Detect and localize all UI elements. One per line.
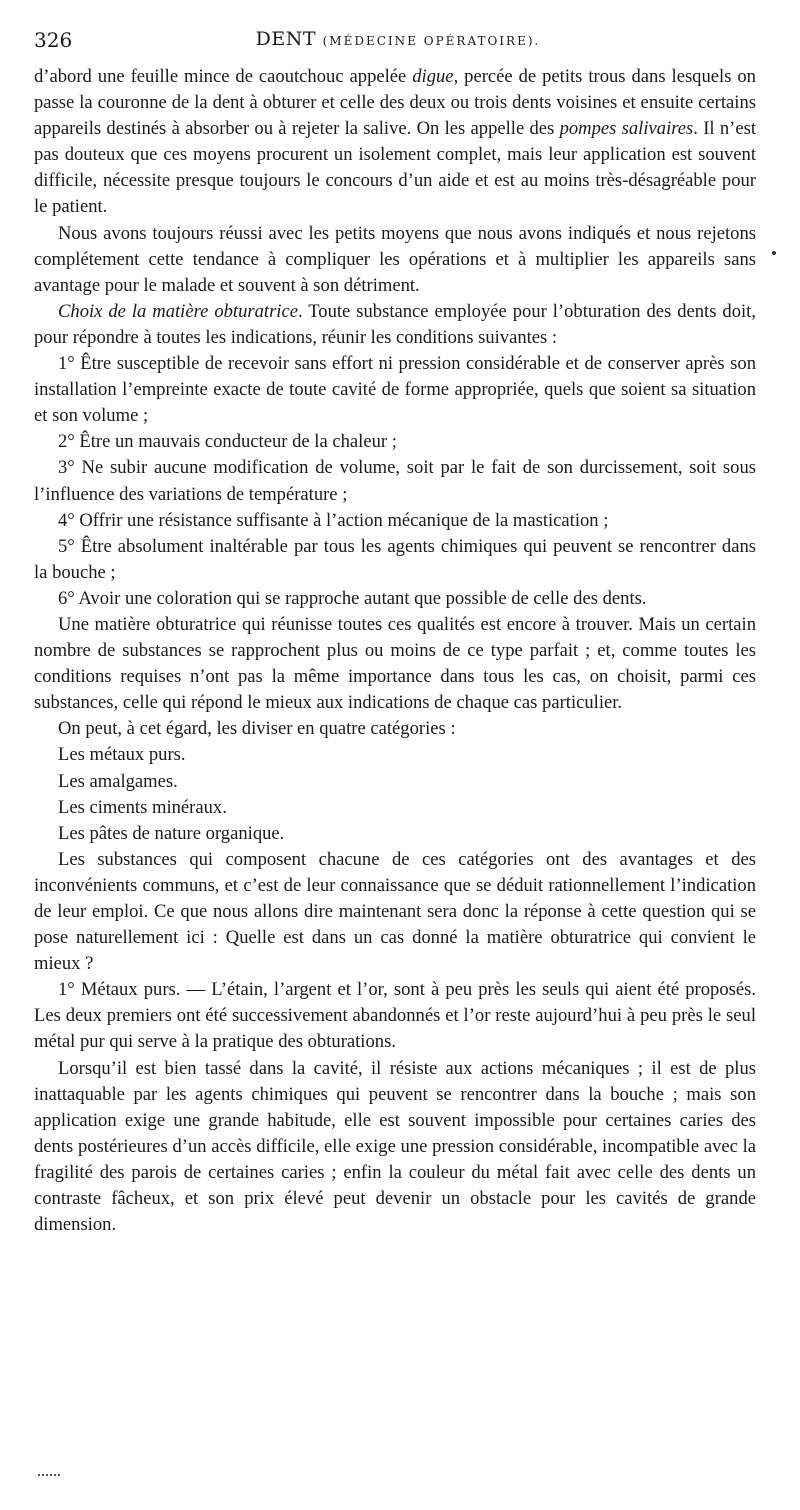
paragraph: On peut, à cet égard, les diviser en quatre catégories : <box>58 718 456 740</box>
running-header <box>34 28 762 58</box>
list-item: 6° Avoir une coloration qui se rapproche autant que possible de celle des dents. <box>58 587 647 609</box>
list-item: 5° Être absolument inaltérable par tous les agents chimiques qui peuvent se rencontrer dans la bouche ; <box>34 535 756 583</box>
margin-dot <box>772 251 776 255</box>
paragraph: Lorsqu’il est bien tassé dans la cavité, il résiste aux actions mécaniques ; il est de plus inattaquable par les agents chimiques qui peuvent se rencontrer dans la bouche ; mais son application exige une grande habitude, elle est souvent impossible pour certaines caries des dents postérieures d’un accès difficile, elle exige une pression considérable, incompatible avec la fragilité des parois de certaines caries ; enfin la couleur du métal fait avec celle des dents un contraste fâcheux, et son prix élevé peut devenir un obstacle pour les cavités de grande dimension. <box>34 1057 756 1236</box>
paragraph: Choix de la matière obturatrice. Toute substance employée pour l’obturation des dents doit, pour répondre à toutes les indications, réunir les conditions suivantes : <box>34 300 756 348</box>
paragraph: Les substances qui composent chacune de ces catégories ont des avantages et des inconvénients communs, et c’est de leur connaissance que se déduit rationnellement l’indication de leur emploi. Ce que nous allons dire maintenant sera donc la réponse à cette question qui se pose naturellement ici : Quelle est dans un cas donné la matière obturatrice qui convient le mieux ? <box>34 848 756 975</box>
page-number: 326 <box>34 28 73 52</box>
footer-dots <box>38 1474 60 1478</box>
category-item: Les métaux purs. <box>58 744 186 766</box>
list-item: 2° Être un mauvais conducteur de la chaleur ; <box>58 431 397 453</box>
paragraph: Une matière obturatrice qui réunisse toutes ces qualités est encore à trouver. Mais un certain nombre de substances se rapprochent plus ou moins de ce type parfait ; et, comme toutes les conditions requises n’ont pas la même importance dans tous les cas, on choisit, parmi ces substances, celle qui répond le mieux aux indications de chaque cas particulier. <box>34 613 756 714</box>
category-item: Les ciments minéraux. <box>58 796 227 818</box>
running-title-sub: (MÉDECINE OPÉRATOIRE). <box>322 34 541 48</box>
running-title-main: DENT <box>255 28 317 50</box>
paragraph: Nous avons toujours réussi avec les petits moyens que nous avons indiqués et nous rejetons complétement cette tendance à compliquer les opérations et à multiplier les appareils sans avantage pour le malade et souvent à son détriment. <box>34 222 756 296</box>
category-item: Les pâtes de nature organique. <box>58 822 285 844</box>
paragraph: 1° Métaux purs. — L’étain, l’argent et l’or, sont à peu près les seuls qui aient été proposés. Les deux premiers ont été successivement abandonnés et l’or reste aujourd’hui à peu près le seul métal pur qui serve à la pratique des obturations. <box>34 979 756 1053</box>
page-body <box>34 64 756 1238</box>
list-item: 3° Ne subir aucune modification de volume, soit par le fait de son durcissement, soit sous l’influence des variations de température ; <box>34 457 756 505</box>
paragraph: d’abord une feuille mince de caoutchouc appelée digue, percée de petits trous dans lesquels on passe la couronne de la dent à obturer et celle des deux ou trois dents voisines et ensuite certains appareils destinés à absorber ou à rejeter la salive. On les appelle des pompes salivaires. Il n’est pas douteux que ces moyens procurent un isolement complet, mais leur application est souvent difficile, nécessite presque toujours le concours d’un aide et est au moins très-désagréable pour le patient. <box>34 66 756 218</box>
running-title <box>34 28 762 50</box>
list-item: 1° Être susceptible de recevoir sans effort ni pression considérable et de conserver après son installation l’empreinte exacte de toute cavité de forme appropriée, quels que soient sa situation et son volume ; <box>34 353 756 427</box>
list-item: 4° Offrir une résistance suffisante à l’action mécanique de la mastication ; <box>58 509 609 531</box>
category-item: Les amalgames. <box>58 770 178 792</box>
